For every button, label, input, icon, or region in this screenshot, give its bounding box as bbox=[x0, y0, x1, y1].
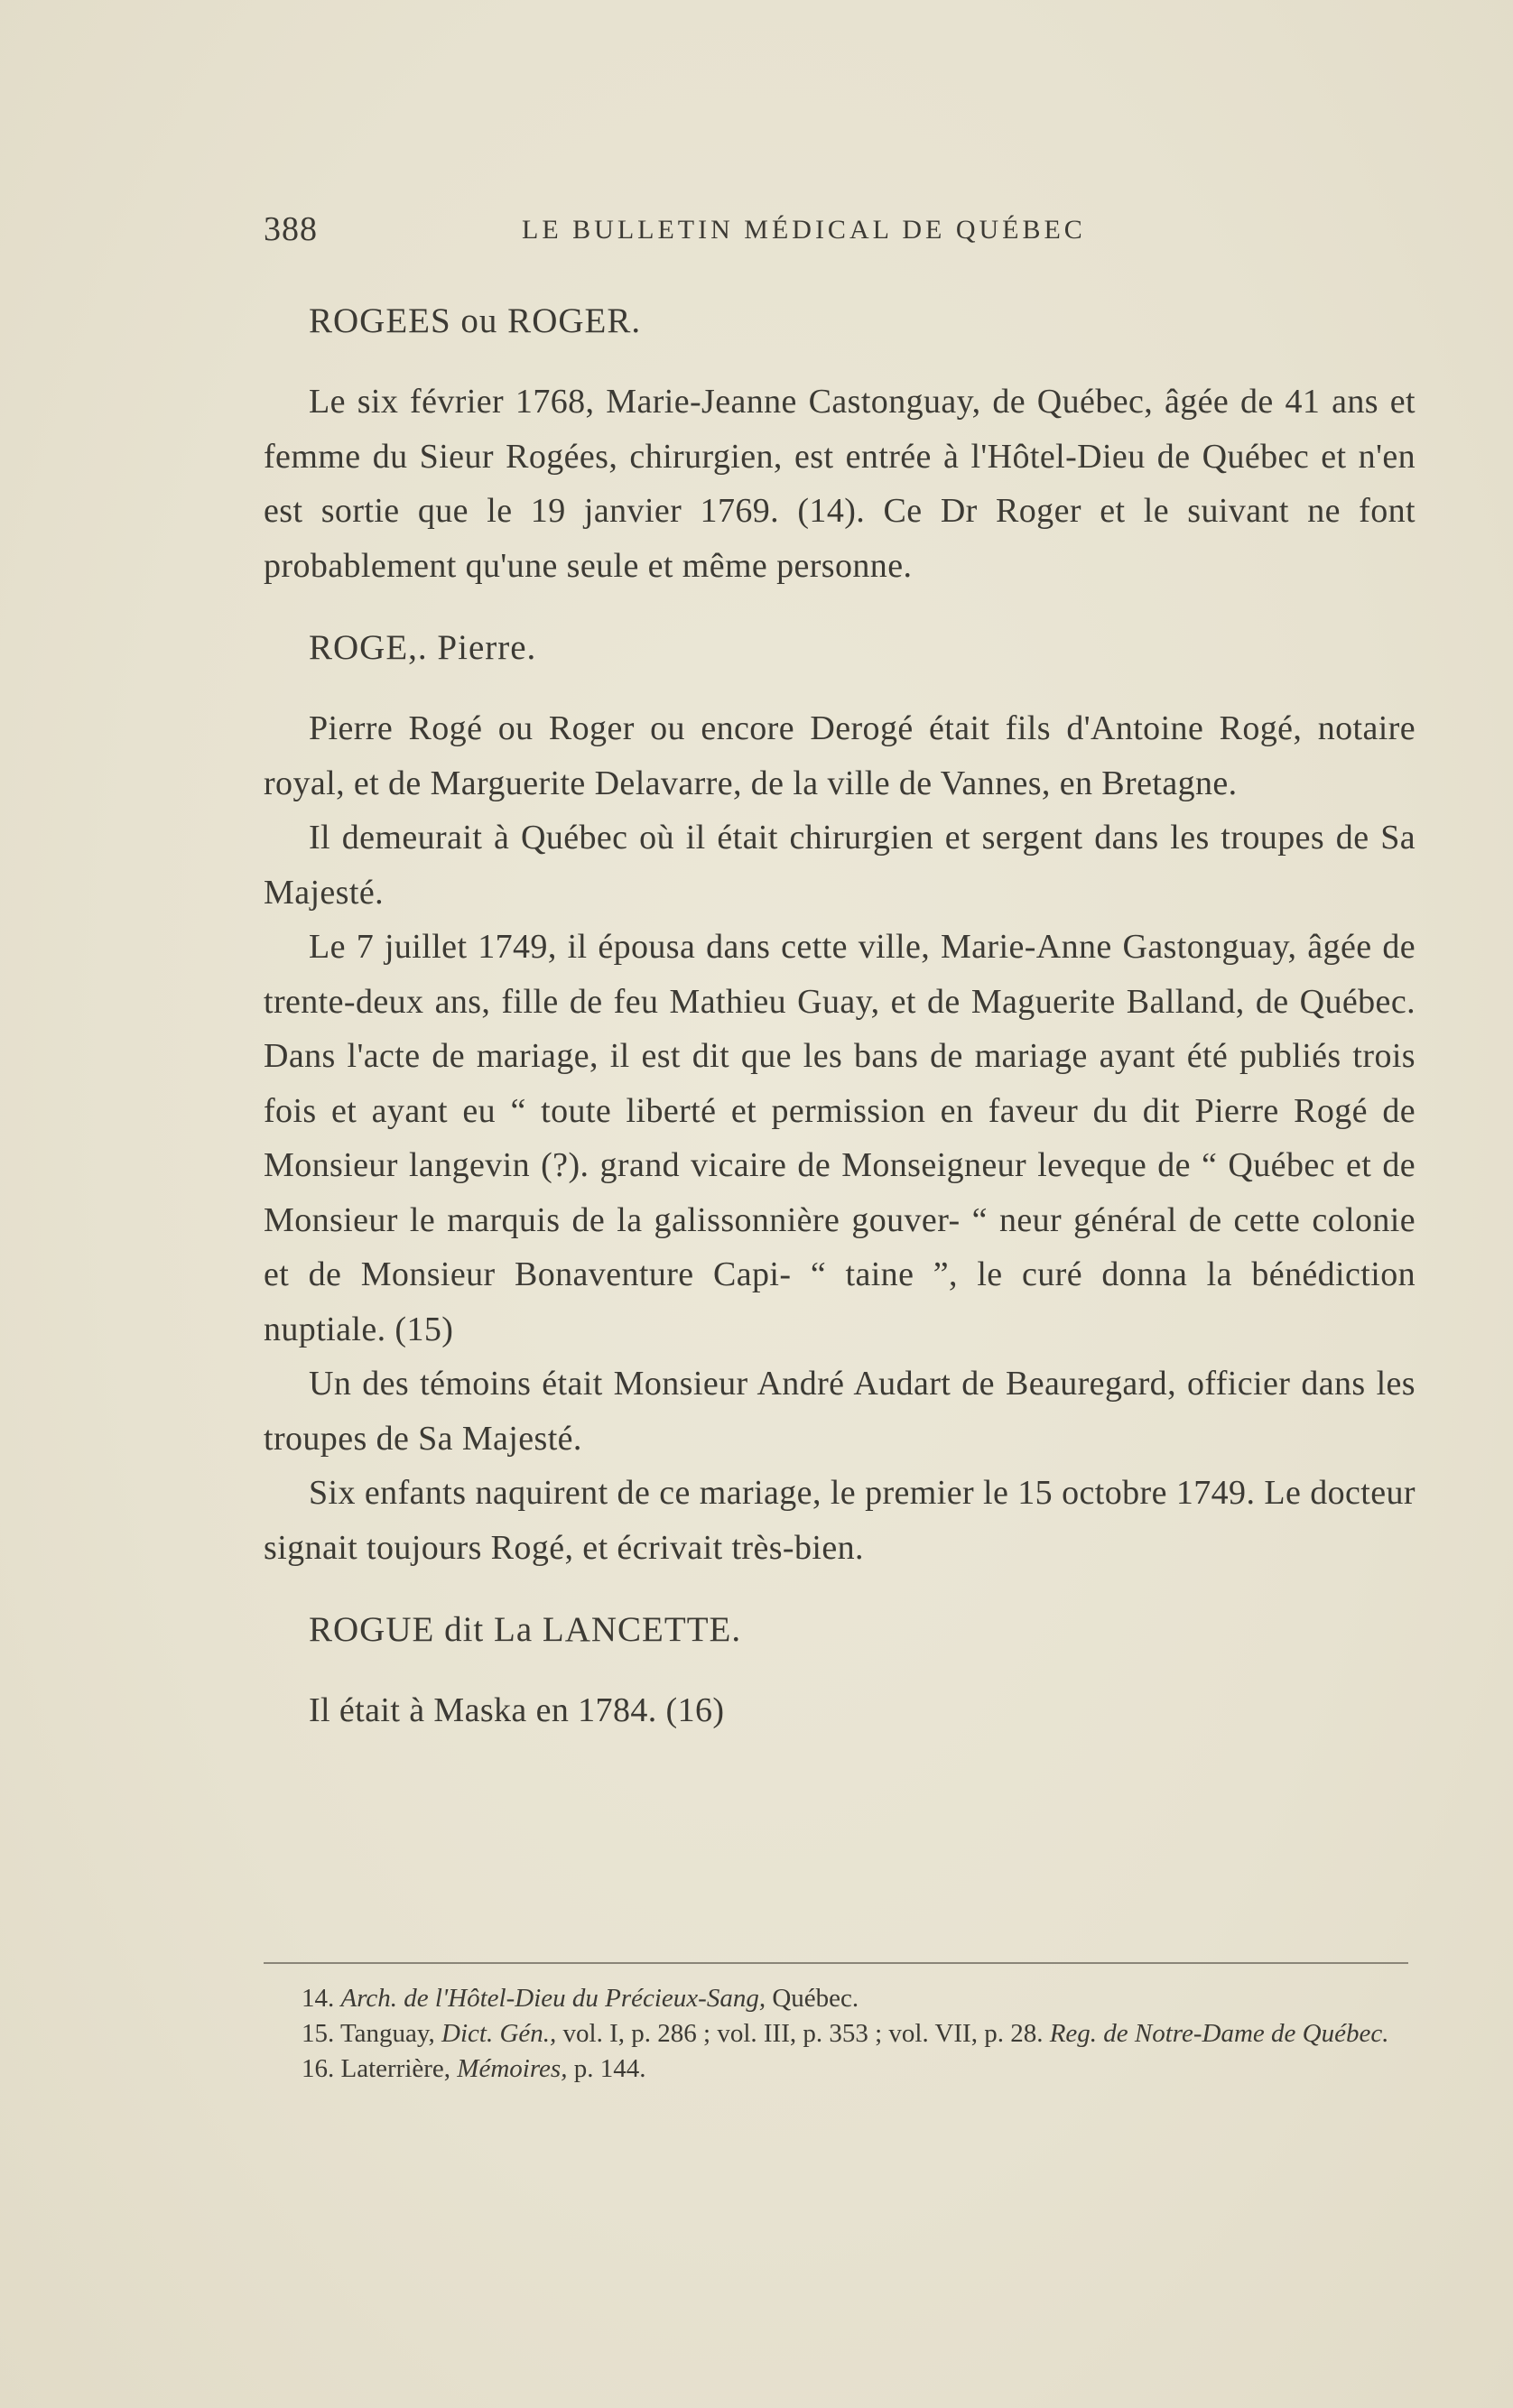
footnote-text: Québec. bbox=[766, 1984, 859, 2013]
page-header bbox=[264, 209, 1166, 255]
running-head: LE BULLETIN MÉDICAL DE QUÉBEC bbox=[522, 215, 1086, 245]
footnote-15 bbox=[264, 2017, 1416, 2051]
section-heading: ROGEES ou ROGER. bbox=[309, 301, 642, 340]
section-roge-pierre bbox=[264, 620, 1416, 1575]
paragraph: Le six février 1768, Marie-Jeanne Castonguay, de Québec, âgée de 41 ans et femme du Sieur Rogées, chirurgien, est entrée à l'Hôtel-Dieu de Québec et n'en est sortie que le 19 janvier 1769. (14). Ce Dr Roger et le suivant ne font probablement qu'une seule et même personne. bbox=[264, 383, 1416, 585]
article-body bbox=[264, 293, 1416, 1738]
footnote-italic: Dict. Gén., bbox=[441, 2019, 557, 2048]
footnotes bbox=[264, 1982, 1416, 2086]
footnote-16 bbox=[264, 2052, 1416, 2086]
section-rogees bbox=[264, 293, 1416, 593]
footnote-text: Laterrière, bbox=[340, 2054, 458, 2083]
section-heading: ROGE,. Pierre. bbox=[309, 628, 537, 667]
footnote-number: 15. bbox=[302, 2019, 335, 2048]
footnote-divider bbox=[264, 1962, 1408, 1964]
footnote-italic: Reg. de Notre-Dame de Québec. bbox=[1049, 2019, 1389, 2048]
paragraph: Six enfants naquirent de ce mariage, le premier le 15 octobre 1749. Le docteur signait toujours Rogé, et écrivait très-bien. bbox=[264, 1474, 1416, 1567]
footnote-14 bbox=[264, 1982, 1416, 2015]
footnote-italic: Arch. de l'Hôtel-Dieu du Précieux-Sang, bbox=[340, 1984, 766, 2013]
footnote-number: 16. bbox=[302, 2054, 335, 2083]
footnote-text: vol. I, p. 286 ; vol. III, p. 353 ; vol. VII, p. 28. bbox=[556, 2019, 1050, 2048]
paragraph: Un des témoins était Monsieur André Audart de Beauregard, officier dans les troupes de Sa Majesté. bbox=[264, 1365, 1416, 1458]
paragraph: Il demeurait à Québec où il était chirurgien et sergent dans les troupes de Sa Majesté. bbox=[264, 819, 1416, 912]
section-rogue-la-lancette bbox=[264, 1602, 1416, 1738]
section-heading: ROGUE dit La LANCETTE. bbox=[309, 1610, 742, 1649]
footnote-text: p. 144. bbox=[567, 2054, 646, 2083]
paragraph: Il était à Maska en 1784. (16) bbox=[309, 1691, 725, 1729]
footnote-italic: Mémoires, bbox=[457, 2054, 568, 2083]
footnote-number: 14. bbox=[302, 1984, 335, 2013]
page-number: 388 bbox=[264, 210, 318, 248]
paragraph: Pierre Rogé ou Roger ou encore Derogé était fils d'Antoine Rogé, notaire royal, et de Marguerite Delavarre, de la ville de Vannes, en Bretagne. bbox=[264, 709, 1416, 802]
paragraph: Le 7 juillet 1749, il épousa dans cette ville, Marie-Anne Gastonguay, âgée de trente-deux ans, fille de feu Mathieu Guay, et de Maguerite Balland, de Québec. Dans l'acte de mariage, il est dit que les bans de mariage ayant été publiés trois fois et ayant eu “ toute liberté et permission en faveur du dit Pierre Rogé de Monsieur langevin (?). grand vicaire de Monseigneur leveque de “ Québec et de Monsieur le marquis de la galissonnière gouver- “ neur général de cette colonie et de Monsieur Bonaventure Capi- “ taine ”, le curé donna la bénédiction nuptiale. (15) bbox=[264, 928, 1416, 1348]
footnote-text: Tanguay, bbox=[339, 2019, 442, 2048]
